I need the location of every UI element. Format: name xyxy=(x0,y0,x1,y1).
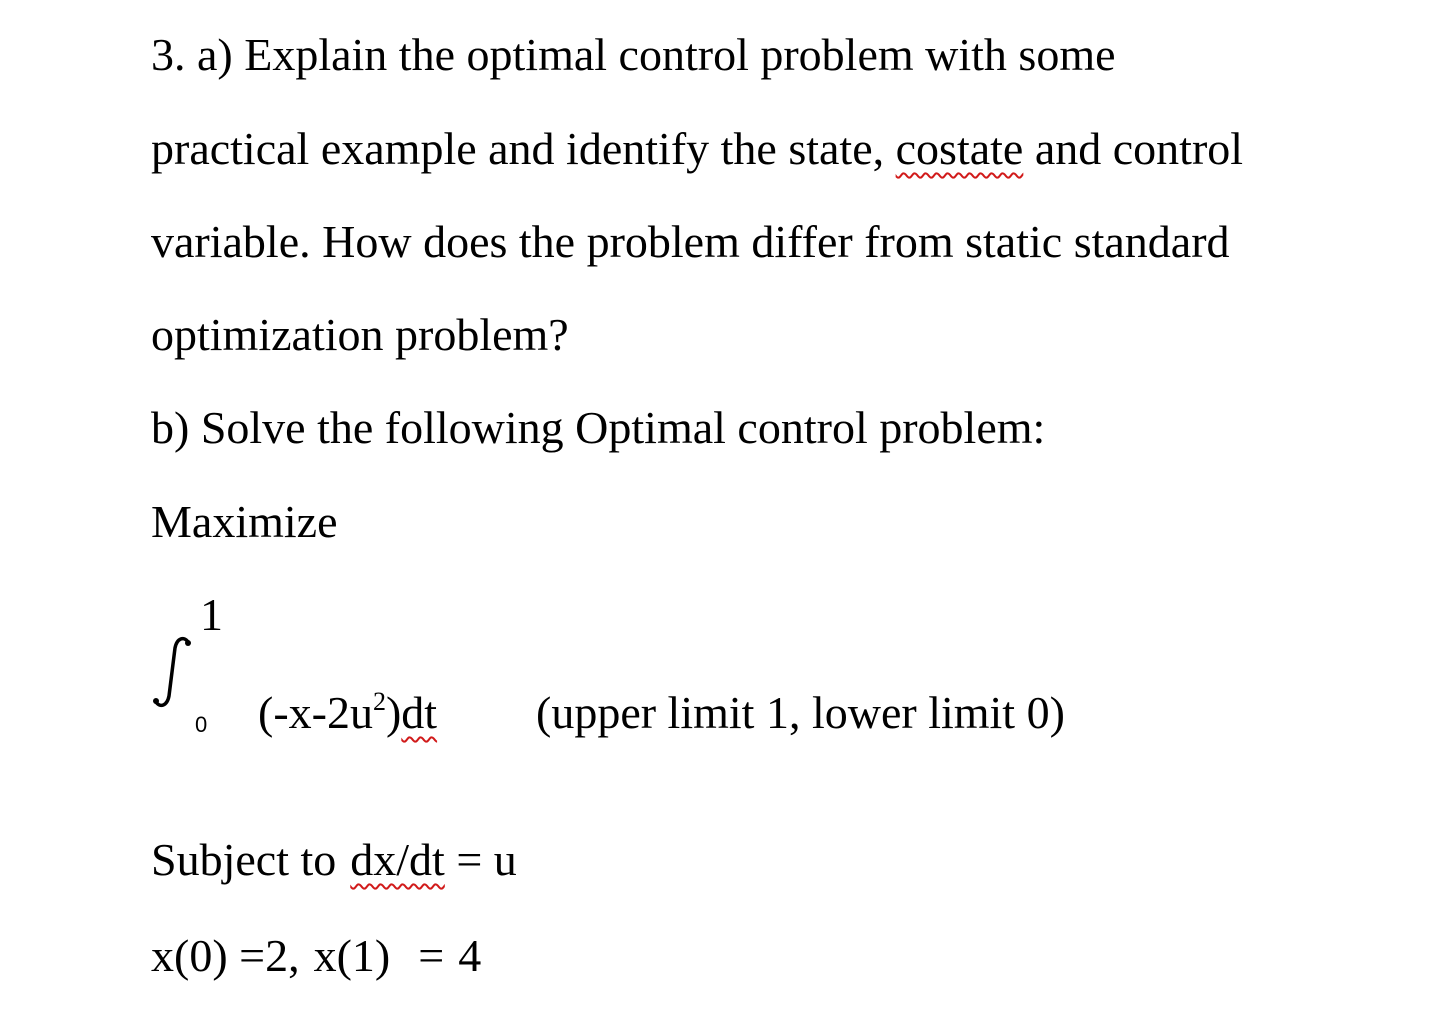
constraint-line xyxy=(151,834,517,885)
part-a-line-3: variable. How does the problem differ from static standard xyxy=(151,216,1230,267)
objective-label: Maximize xyxy=(151,496,338,547)
part-a-line-4: optimization problem? xyxy=(151,309,569,360)
integrand-exponent: 2 xyxy=(372,687,386,716)
integrand-differential[interactable]: dt xyxy=(401,687,438,738)
constraint-rhs: = u xyxy=(456,834,517,885)
boundary-second-eq: = xyxy=(418,930,445,981)
part-b-heading: b) Solve the following Optimal control problem: xyxy=(151,402,1046,453)
constraint-lhs[interactable]: dx/dt xyxy=(350,834,445,885)
part-a-line-2-end: and control xyxy=(1023,123,1244,174)
integral-sign-icon xyxy=(150,634,210,714)
integral-limits-note: (upper limit 1, lower limit 0) xyxy=(536,687,1065,738)
integrand xyxy=(258,687,438,738)
integral-upper-limit: 1 xyxy=(200,589,223,640)
boundary-conditions xyxy=(151,930,482,981)
constraint-label: Subject to xyxy=(151,834,337,885)
part-a-line-2-start: practical example and identify the state, xyxy=(151,123,896,174)
part-a-line-1: 3. a) Explain the optimal control problem with some xyxy=(151,29,1116,80)
integral-lower-limit: 0 xyxy=(195,712,208,737)
boundary-second-rhs: 4 xyxy=(458,930,482,981)
integrand-close: ) xyxy=(385,687,402,738)
spellcheck-flagged-word[interactable]: costate xyxy=(895,123,1024,174)
integrand-base: (-x-2u xyxy=(258,687,373,738)
boundary-second-lhs: x(1) xyxy=(313,930,391,981)
boundary-first: x(0) =2, xyxy=(151,930,300,981)
part-a-line-2 xyxy=(151,123,1244,174)
